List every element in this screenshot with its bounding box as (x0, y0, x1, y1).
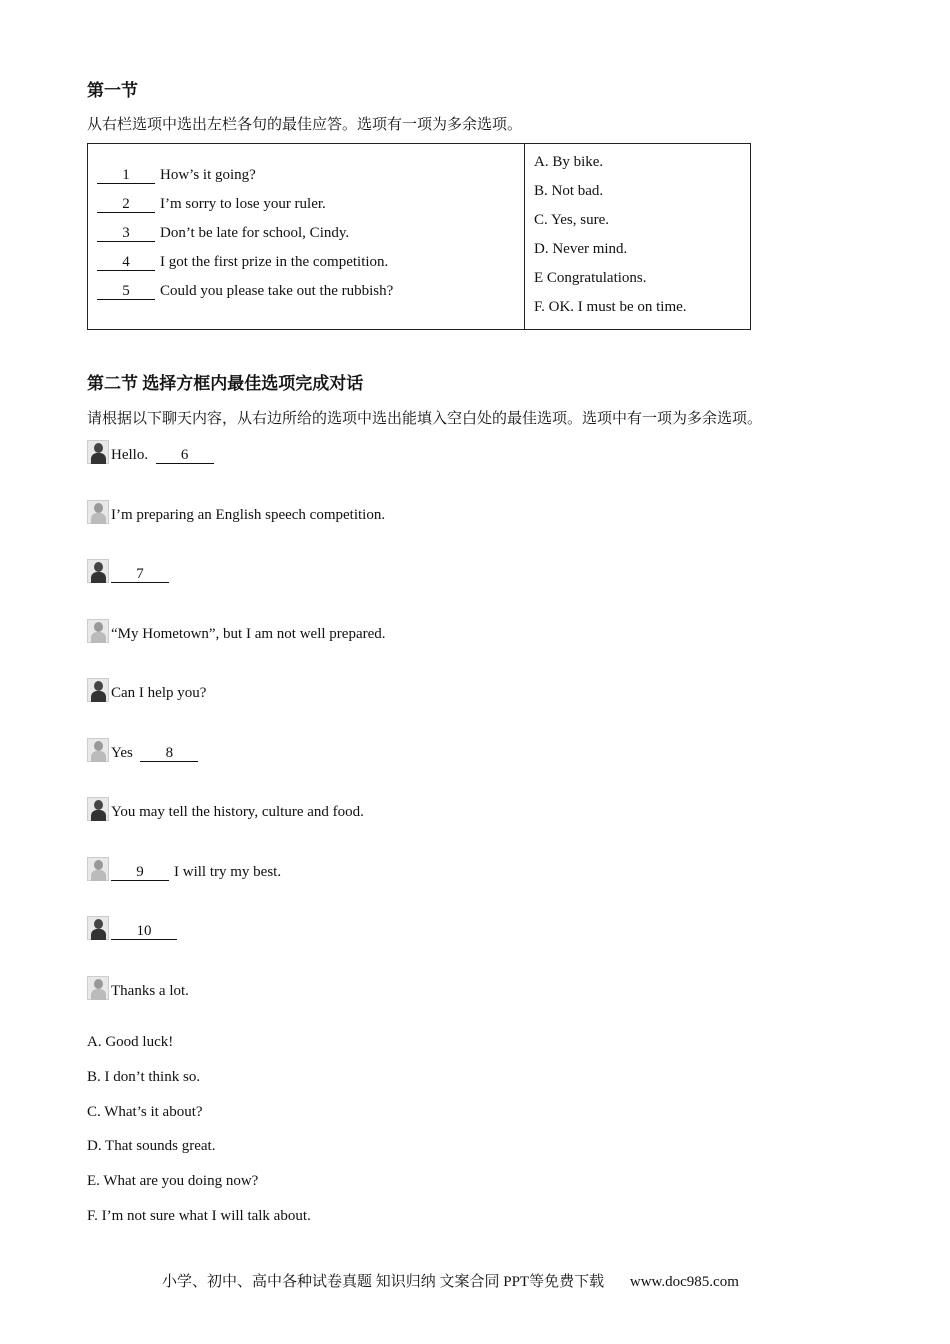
dialogue-line (87, 912, 182, 940)
boy-avatar-icon (87, 440, 109, 464)
matching-table (87, 143, 751, 330)
question-text: Don’t be late for school, Cindy. (160, 225, 350, 241)
answer-blank[interactable]: 8 (140, 745, 198, 762)
footer-url[interactable]: www.doc985.com (629, 1274, 739, 1290)
question-text: Could you please take out the rubbish? (160, 283, 394, 299)
answer-blank[interactable]: 3 (97, 225, 155, 242)
girl-avatar-icon (87, 619, 109, 643)
option-item: A. By bike. (534, 154, 604, 170)
section1-instruction: 从右栏选项中选出左栏各句的最佳应答。选项有一项为多余选项。 (87, 117, 523, 133)
question-text: I’m sorry to lose your ruler. (160, 196, 326, 212)
answer-blank[interactable]: 2 (97, 196, 155, 213)
dialogue-line (87, 615, 386, 643)
section2-title: 第二节 选择方框内最佳选项完成对话 (87, 374, 364, 393)
option-item: F. I’m not sure what I will talk about. (87, 1208, 311, 1224)
option-item: D. That sounds great. (87, 1138, 216, 1155)
girl-avatar-icon (87, 976, 109, 1000)
dialogue-text: “My Hometown”, but I am not well prepared. (111, 625, 386, 642)
dialogue-text: I’m preparing an English speech competition. (111, 506, 386, 523)
answer-blank[interactable]: 5 (97, 283, 155, 300)
answer-blank[interactable]: 1 (97, 167, 155, 184)
boy-avatar-icon (87, 559, 109, 583)
boy-avatar-icon (87, 797, 109, 821)
answer-blank[interactable]: 4 (97, 254, 155, 271)
option-item: A. Good luck! (87, 1034, 174, 1050)
questions-column (88, 144, 525, 330)
girl-avatar-icon (87, 738, 109, 762)
option-item: E. What are you doing now? (87, 1173, 259, 1190)
question-text: How’s it going? (160, 167, 256, 183)
footer (162, 1270, 739, 1291)
dialogue-line (87, 853, 281, 881)
dialogue-text: Can I help you? (111, 685, 207, 701)
answer-blank[interactable]: 6 (156, 447, 214, 464)
boy-avatar-icon (87, 916, 109, 940)
option-item: D. Never mind. (534, 241, 628, 257)
question-item (97, 190, 524, 219)
question-item (97, 248, 524, 277)
footer-text: 小学、初中、高中各种试卷真题 知识归纳 文案合同 PPT等免费下载 (162, 1274, 605, 1290)
dialogue-line (87, 496, 385, 524)
dialogue-text: You may tell the history, culture and food. (111, 804, 364, 820)
section2-instruction: 请根据以下聊天内容，从右边所给的选项中选出能填入空白处的最佳选项。选项中有一项为多余选项。 (87, 411, 763, 427)
question-item (97, 161, 524, 190)
option-item: F. OK. I must be on time. (534, 299, 687, 315)
girl-avatar-icon (87, 857, 109, 881)
dialogue-line (87, 734, 203, 762)
dialogue-line (87, 555, 174, 583)
section1-title: 第一节 (87, 81, 138, 100)
dialogue-line (87, 674, 206, 702)
girl-avatar-icon (87, 500, 109, 524)
question-item (97, 219, 524, 248)
dialogue-text: Hello. (111, 447, 149, 463)
dialogue-text: I will try my best. (174, 863, 282, 880)
dialogue-text: Yes (111, 744, 133, 761)
dialogue-text: Thanks a lot. (111, 982, 189, 999)
option-item: C. Yes, sure. (534, 212, 610, 228)
option-item: B. Not bad. (534, 183, 604, 199)
option-item: C. What’s it about? (87, 1103, 203, 1120)
option-item: B. I don’t think so. (87, 1068, 201, 1085)
options-column (525, 144, 751, 330)
question-item (97, 277, 524, 306)
boy-avatar-icon (87, 678, 109, 702)
option-item: E Congratulations. (534, 270, 647, 286)
dialogue-line (87, 972, 189, 1000)
answer-blank[interactable]: 9 (111, 864, 169, 881)
answer-blank[interactable]: 7 (111, 566, 169, 583)
question-text: I got the first prize in the competition. (160, 254, 389, 270)
dialogue-line (87, 793, 364, 821)
dialogue-line (87, 436, 219, 464)
answer-blank[interactable]: 10 (111, 923, 177, 940)
